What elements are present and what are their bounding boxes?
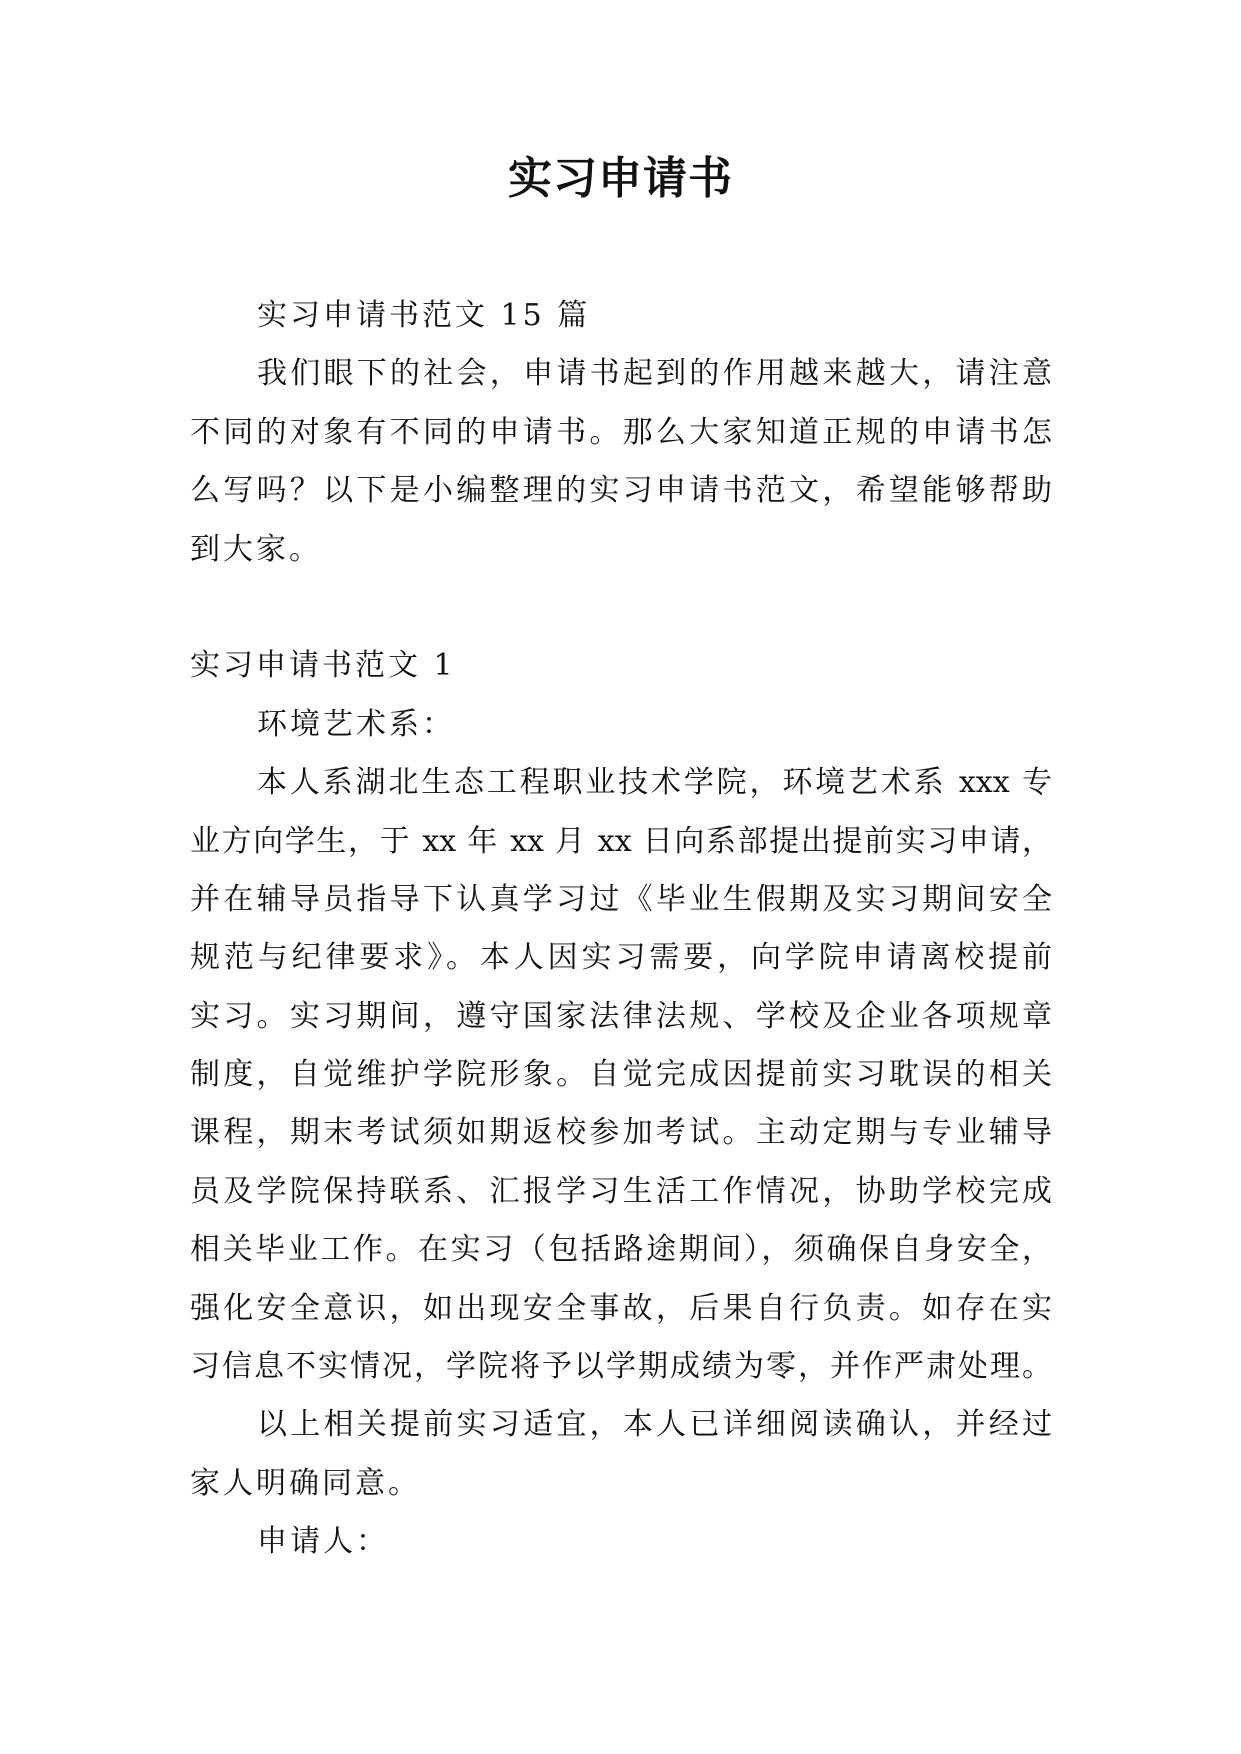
document-title: 实习申请书 — [508, 153, 733, 204]
blank-line — [190, 579, 1052, 637]
intro-paragraph — [190, 345, 1052, 579]
consent-paragraph — [190, 1396, 1052, 1513]
body-paragraph-line: 制度，自觉维护学院形象。自觉完成因提前实习耽误的相关 — [190, 1057, 1052, 1093]
salutation: 环境艺术系： — [257, 706, 455, 742]
body-paragraph-line: 规范与纪律要求》。本人因实习需要，向学院申请离校提前 — [190, 940, 1052, 976]
consent-paragraph-line: 以上相关提前实习适宜，本人已详细阅读确认，并经过 — [257, 1407, 1052, 1443]
body-paragraph-line: 本人系湖北生态工程职业技术学院，环境艺术系 xxx 专 — [257, 765, 1052, 801]
body-paragraph-line: 员及学院保持联系、汇报学习生活工作情况，协助学校完成 — [190, 1173, 1052, 1209]
body-paragraph-line: 相关毕业工作。在实习（包括路途期间），须确保自身安全， — [190, 1232, 1052, 1268]
intro-subtitle: 实习申请书范文 15 篇 — [257, 298, 591, 333]
body-paragraph-line: 业方向学生，于 xx 年 xx 月 xx 日向系部提出提前实习申请， — [190, 823, 1052, 859]
intro-paragraph-line: 么写吗？以下是小编整理的实习申请书范文，希望能够帮助 — [190, 473, 1052, 509]
section-heading: 实习申请书范文 1 — [190, 648, 456, 684]
intro-paragraph-line: 不同的对象有不同的申请书。那么大家知道正规的申请书怎 — [190, 414, 1052, 450]
body-paragraph-line: 实习。实习期间，遵守国家法律法规、学校及企业各项规章 — [190, 998, 1052, 1034]
consent-paragraph-line: 家人明确同意。 — [190, 1465, 421, 1501]
intro-paragraph-line: 到大家。 — [190, 531, 322, 567]
body-paragraph-line: 习信息不实情况，学院将予以学期成绩为零，并作严肃处理。 — [190, 1349, 1052, 1385]
document-body — [190, 287, 1052, 1572]
intro-paragraph-line: 我们眼下的社会，申请书起到的作用越来越大，请注意 — [257, 356, 1052, 392]
body-paragraph-line: 课程，期末考试须如期返校参加考试。主动定期与专业辅导 — [190, 1115, 1052, 1151]
signature-label: 申请人： — [257, 1524, 389, 1560]
body-paragraph — [190, 754, 1052, 1396]
body-paragraph-line: 并在辅导员指导下认真学习过《毕业生假期及实习期间安全 — [190, 881, 1052, 917]
body-paragraph-line: 强化安全意识，如出现安全事故，后果自行负责。如存在实 — [190, 1290, 1052, 1326]
